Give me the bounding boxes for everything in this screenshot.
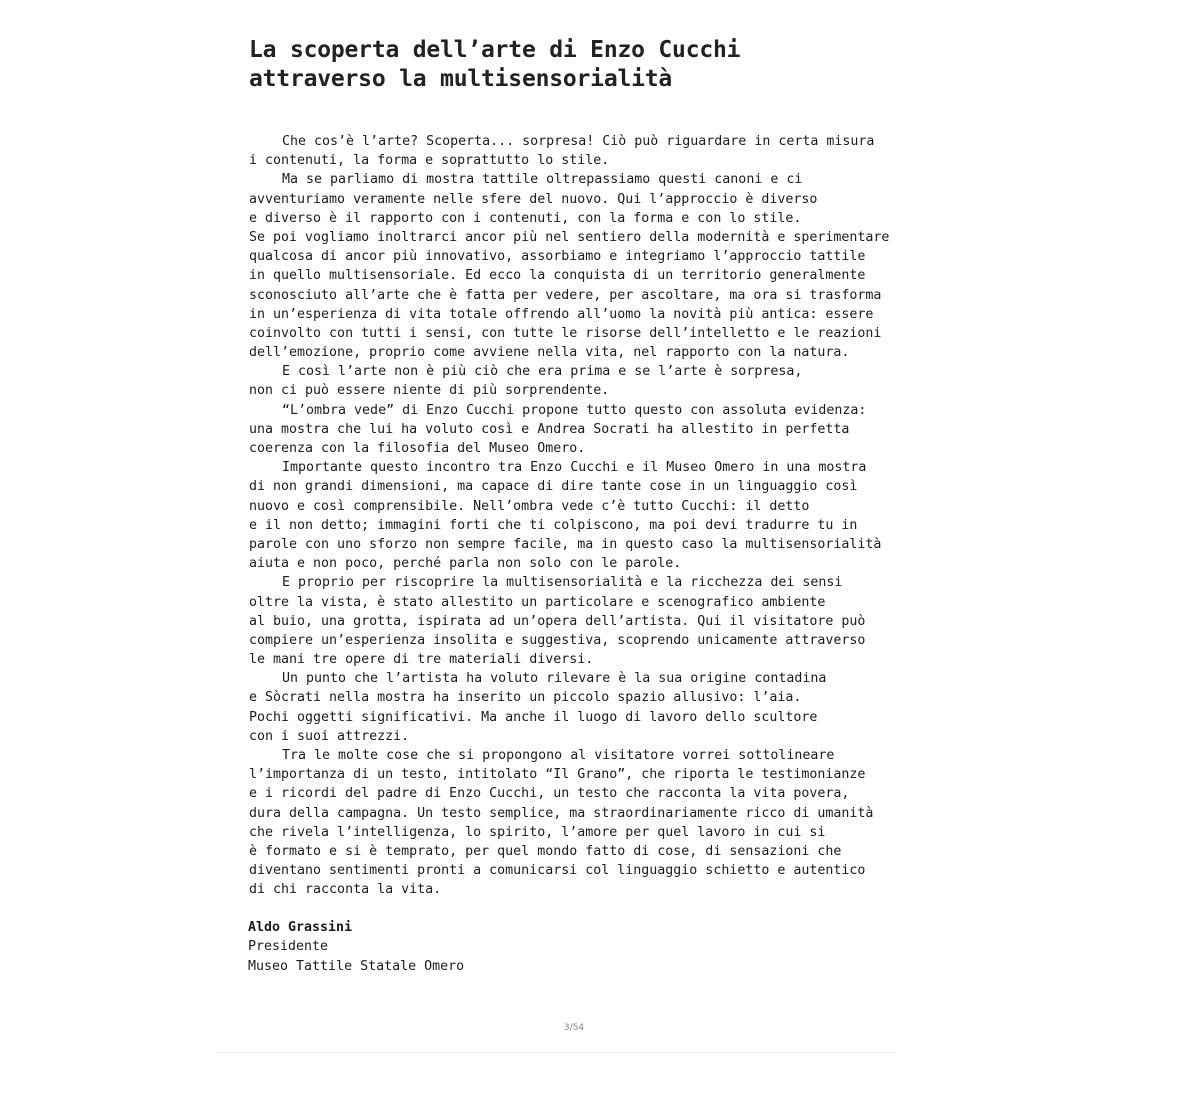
paragraph-line: Pochi oggetti significativi. Ma anche il luogo di lavoro dello scultore: [249, 709, 818, 725]
author-role: Presidente: [248, 939, 329, 955]
paragraph-line: avventuriamo veramente nelle sfere del nuovo. Qui l’approccio è diverso: [249, 191, 818, 207]
paragraph-line: e diverso è il rapporto con i contenuti, con la forma e con lo stile.: [249, 210, 802, 226]
paragraph-line: non ci può essere niente di più sorprendente.: [249, 383, 610, 399]
paragraph-line: e i ricordi del padre di Enzo Cucchi, un testo che racconta la vita povera,: [249, 786, 850, 802]
paragraph-line: in quello multisensoriale. Ed ecco la conquista di un territorio generalmente: [249, 268, 866, 284]
paragraph-line: una mostra che lui ha voluto così e Andrea Socrati ha allestito in perfetta: [249, 421, 850, 437]
paragraph-line: e Sòcrati nella mostra ha inserito un piccolo spazio allusivo: l’aia.: [249, 690, 802, 706]
paragraph-line: con i suoi attrezzi.: [249, 728, 410, 744]
paragraph-line: Se poi vogliamo inoltrarci ancor più nel sentiero della modernità e sperimentare: [249, 229, 890, 245]
paragraph-line: dura della campagna. Un testo semplice, ma straordinariamente ricco di umanità: [249, 805, 874, 821]
paragraph-line: aiuta e non poco, perché parla non solo con le parole.: [249, 556, 682, 572]
paragraph-line: Un punto che l’artista ha voluto rilevare è la sua origine contadina: [282, 671, 827, 687]
title-line: La scoperta dell’arte di Enzo Cucchi: [249, 37, 741, 63]
paragraph-line: compiere un’esperienza insolita e suggestiva, scoprendo unicamente attraverso: [249, 632, 866, 648]
paragraph-line: Che cos’è l’arte? Scoperta... sorpresa! Ciò può riguardare in certa misura: [282, 134, 875, 149]
paragraph-line: l’importanza di un testo, intitolato “Il Grano”, che riporta le testimonianze: [249, 767, 866, 783]
paragraph-line: in un’esperienza di vita totale offrendo all’uomo la novità più antica: essere: [249, 306, 874, 322]
paragraph-line: di chi racconta la vita.: [249, 882, 442, 898]
title-line: attraverso la multisensorialità: [249, 66, 673, 92]
paragraph-line: diventano sentimenti pronti a comunicarsi col linguaggio schietto e autentico: [249, 863, 866, 879]
paragraph-line: Tra le molte cose che si propongono al visitatore vorrei sottolineare: [282, 748, 835, 763]
paragraph-line: E così l’arte non è più ciò che era prima e se l’arte è sorpresa,: [282, 364, 803, 380]
paragraph-line: sconosciuto all’arte che è fatta per vedere, per ascoltare, ma ora si trasforma: [249, 287, 882, 303]
footer-divider: [215, 1052, 895, 1053]
paragraph-line: oltre la vista, è stato allestito un particolare e scenografico ambiente: [249, 594, 826, 610]
paragraph-line: Importante questo incontro tra Enzo Cucchi e il Museo Omero in una mostra: [282, 460, 867, 476]
page-title: [249, 36, 949, 94]
author-name: Aldo Grassini: [248, 920, 353, 935]
paragraph-line: coerenza con la filosofia del Museo Omero.: [249, 441, 586, 456]
paragraph-line: di non grandi dimensioni, ma capace di dire tante cose in un linguaggio così: [249, 479, 858, 495]
paragraph-line: è formato e si è temprato, per quel mondo fatto di cose, di sensazioni che: [249, 843, 842, 859]
paragraph-line: dell’emozione, proprio come avviene nella vita, nel rapporto con la natura.: [249, 345, 850, 361]
signature-block: [248, 918, 464, 976]
paragraph-line: Ma se parliamo di mostra tattile oltrepassiamo questi canoni e ci: [282, 172, 803, 188]
paragraph-line: “L’ombra vede” di Enzo Cucchi propone tutto questo con assoluta evidenza:: [282, 402, 867, 418]
paragraph-line: i contenuti, la forma e soprattutto lo stile.: [249, 153, 610, 169]
paragraph-line: che rivela l’intelligenza, lo spirito, l’amore per quel lavoro in cui si: [249, 824, 826, 840]
paragraph-line: qualcosa di ancor più innovativo, assorbiamo e integriamo l’approccio tattile: [249, 249, 866, 265]
paragraph-line: coinvolto con tutti i sensi, con tutte le risorse dell’intelletto e le reazioni: [249, 325, 882, 341]
paragraph-line: nuovo e così comprensibile. Nell’ombra vede c’è tutto Cucchi: il detto: [249, 498, 810, 514]
body-text: [249, 132, 969, 900]
paragraph-line: parole con uno sforzo non sempre facile, ma in questo caso la multisensorialità: [249, 536, 882, 552]
paragraph-line: E proprio per riscoprire la multisensorialità e la ricchezza dei sensi: [282, 575, 843, 591]
paragraph-line: le mani tre opere di tre materiali diversi.: [249, 652, 594, 668]
paragraph-line: al buio, una grotta, ispirata ad un’opera dell’artista. Qui il visitatore può: [249, 613, 866, 629]
paragraph-line: e il non detto; immagini forti che ti colpiscono, ma poi devi tradurre tu in: [249, 517, 858, 533]
author-organization: Museo Tattile Statale Omero: [248, 958, 465, 974]
page-number: 3/54: [563, 1023, 585, 1033]
